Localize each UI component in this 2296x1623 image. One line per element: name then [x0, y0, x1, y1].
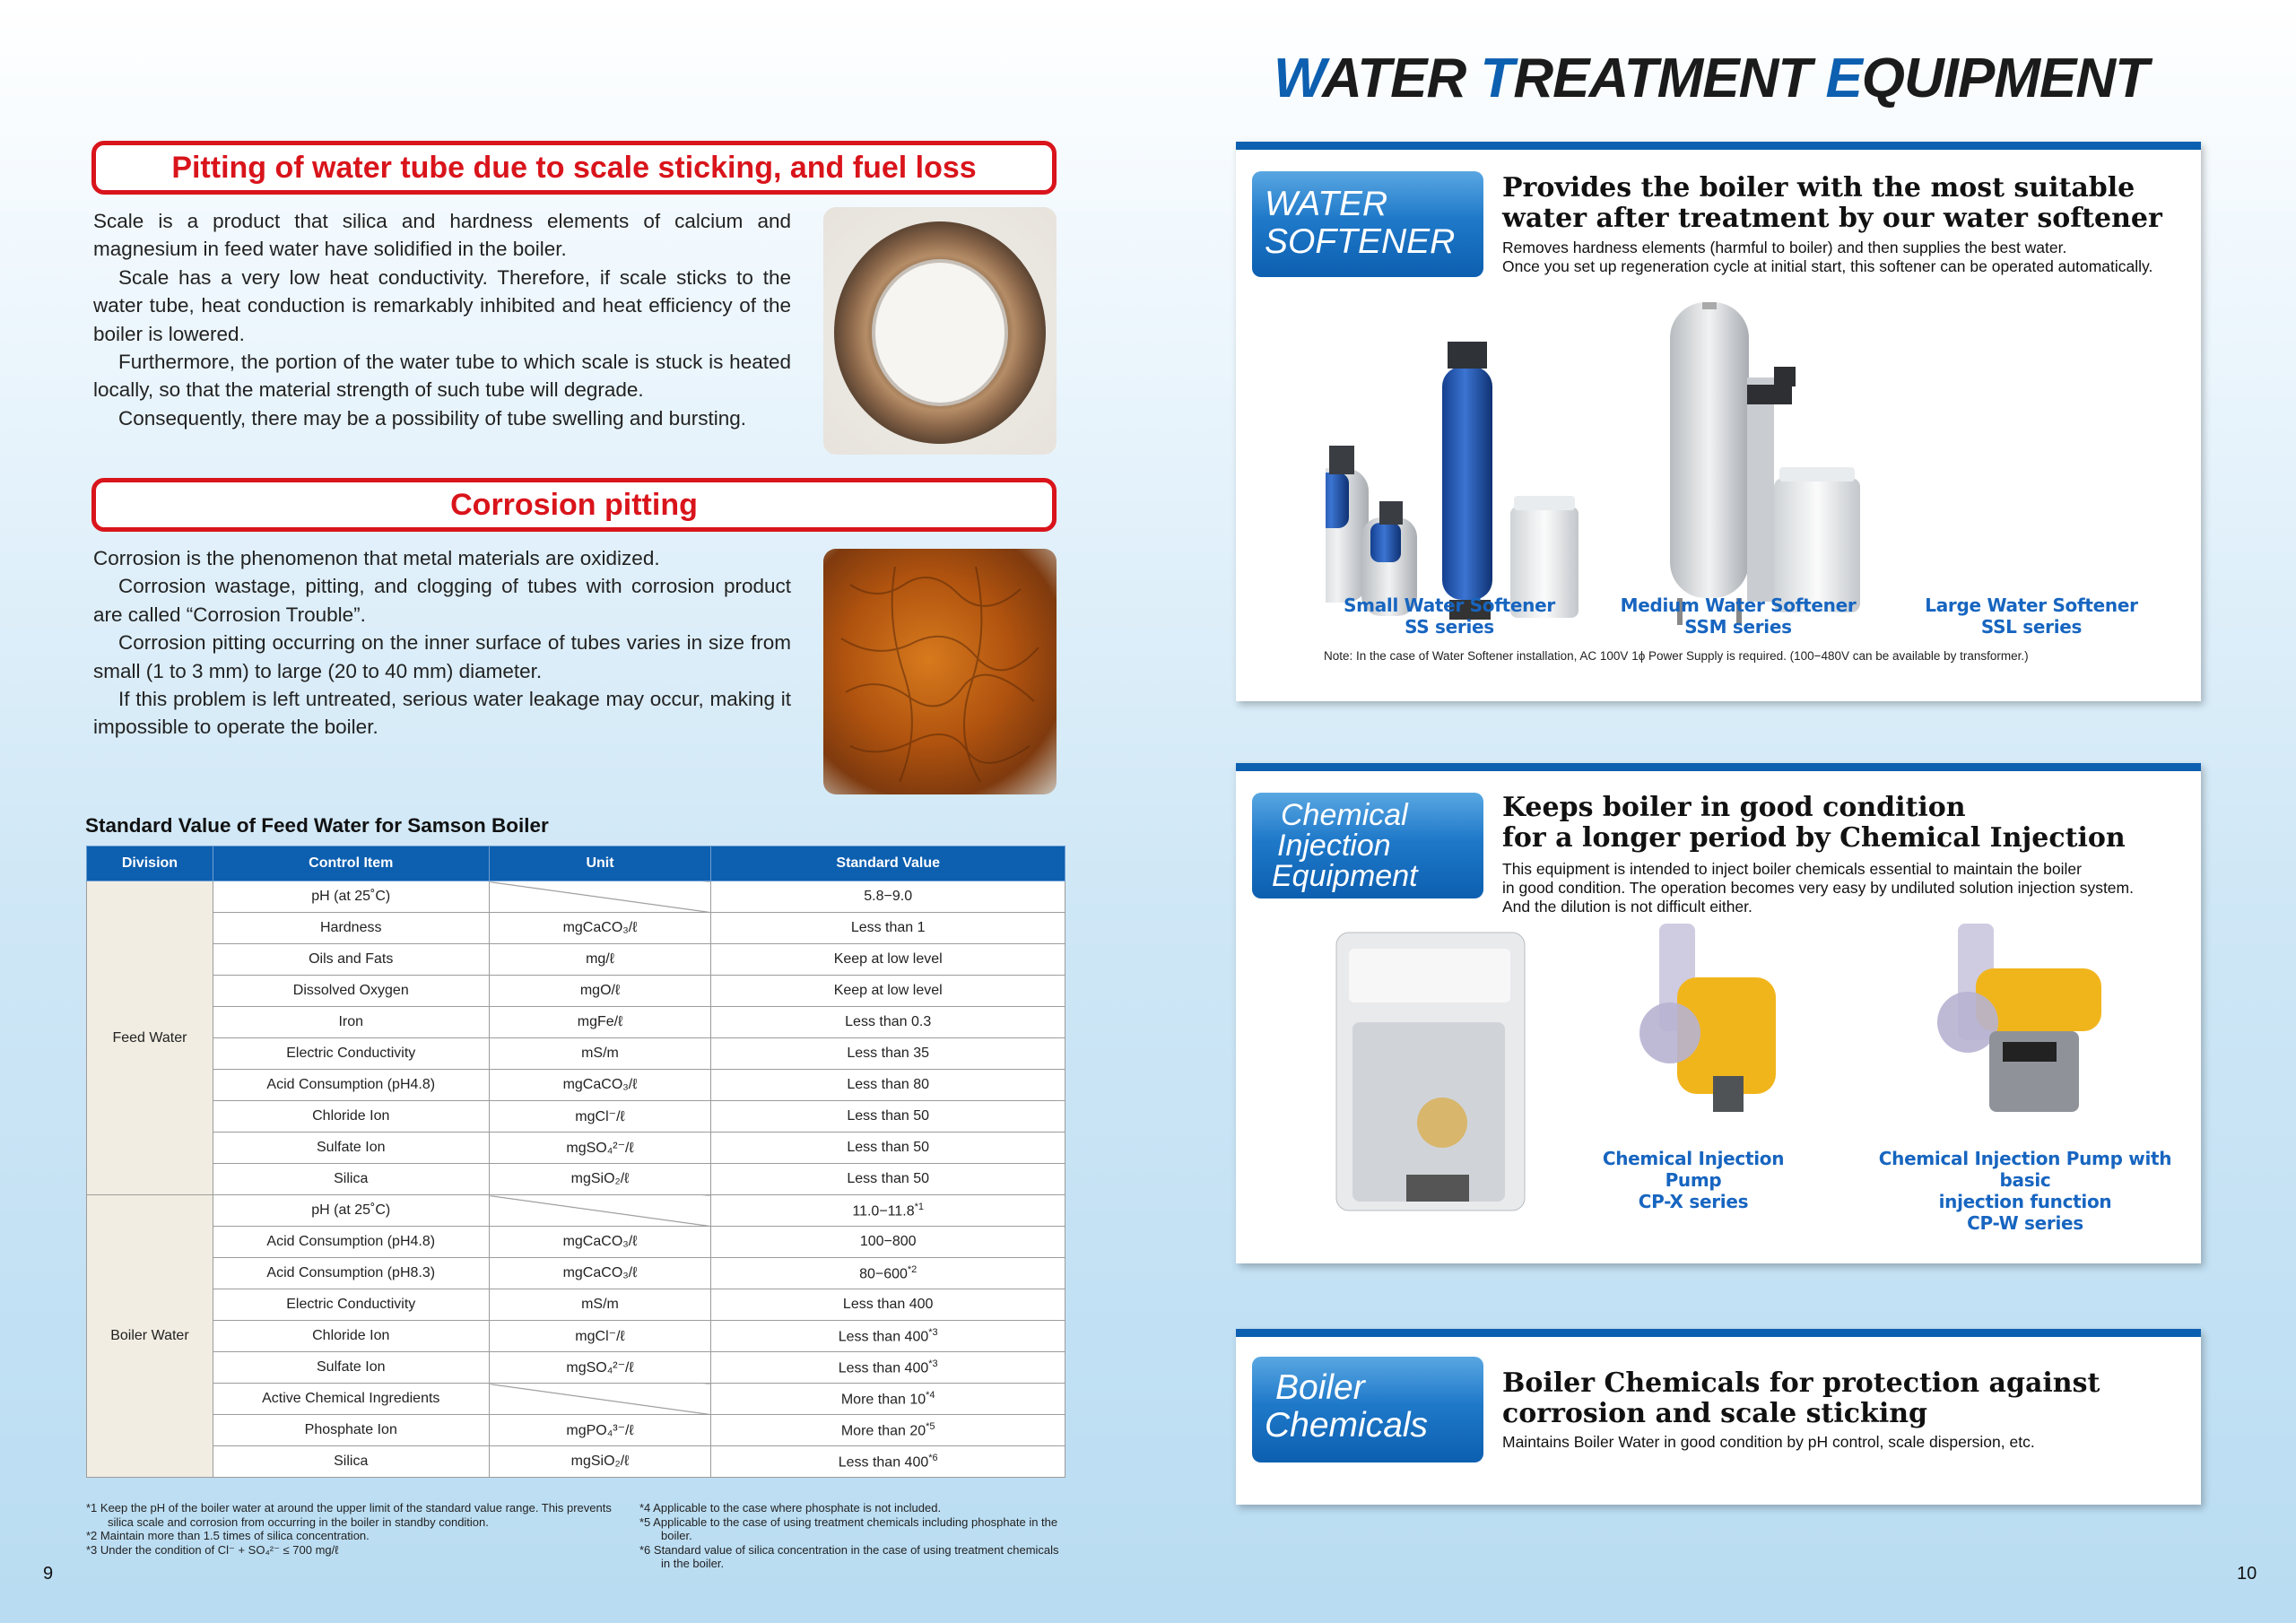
column-header: Unit: [489, 846, 711, 881]
table-row: [87, 1070, 1065, 1101]
unit-cell: mgSO₄²⁻/ℓ: [489, 1352, 711, 1384]
value-text: Less than 50: [847, 1108, 929, 1124]
caption-large-softener: [1888, 595, 2175, 638]
table-row: [87, 1384, 1065, 1415]
heading-line: for a longer period by Chemical Injection: [1502, 822, 2126, 854]
section-heading-scale: [91, 141, 1057, 195]
text-line: And the dilution is not difficult either.: [1502, 898, 1752, 916]
small-softener-illustration: [1326, 376, 1417, 616]
paragraph: Scale is a product that silica and hardness elements of calcium and magnesium in feed water have solidified in the boiler.: [93, 210, 791, 261]
paragraph: Corrosion pitting occurring on the inner surface of tubes varies in size from small (1 to 3 mm) to large (20 to 40 mm) diameter.: [93, 631, 791, 682]
title-part: REATMENT: [1513, 48, 1826, 109]
table-row: [87, 1258, 1065, 1289]
cp-w-pump-illustration: [1937, 924, 2101, 1112]
value-text: Less than 35: [847, 1046, 929, 1061]
medium-softener-illustration: [1442, 342, 1578, 620]
product-name: Small Water Softener: [1344, 595, 1555, 616]
table-body: [87, 881, 1065, 1478]
table-row: [87, 1101, 1065, 1133]
standard-value-cell: [711, 1007, 1065, 1038]
unit-cell: mgCaCO₃/ℓ: [489, 1070, 711, 1101]
title-part: W: [1274, 48, 1323, 109]
page-title-text: [1274, 48, 2148, 109]
footnote: *6 Standard value of silica concentration in the case of using treatment chemicals in the boiler.: [639, 1542, 1059, 1570]
table-row: [87, 976, 1065, 1007]
standard-value-cell: [711, 1352, 1065, 1384]
control-item-cell: Oils and Fats: [213, 944, 489, 976]
heading-line: water after treatment by our water softener: [1502, 203, 2162, 234]
control-item-cell: pH (at 25˚C): [213, 1195, 489, 1227]
cp-x-pump-illustration: [1639, 924, 1776, 1112]
product-series: CP-X series: [1638, 1191, 1749, 1212]
product-series: SSM series: [1684, 616, 1792, 638]
value-text: 80−600: [859, 1266, 908, 1282]
value-text: Less than 400: [838, 1454, 929, 1471]
value-text: Keep at low level: [833, 951, 943, 967]
table-row: [87, 1038, 1065, 1070]
unit-cell: mg/ℓ: [489, 944, 711, 976]
large-softener-illustration: [1670, 302, 1860, 625]
table-title: Standard Value of Feed Water for Samson Boiler: [85, 814, 549, 837]
table-row: [87, 1195, 1065, 1227]
column-header: Standard Value: [711, 846, 1065, 881]
control-item-cell: Sulfate Ion: [213, 1352, 489, 1384]
paragraph: If this problem is left untreated, serious water leakage may occur, making it impossible to operate the boiler.: [93, 688, 791, 739]
heading-line: corrosion and scale sticking: [1502, 1398, 1928, 1429]
division-cell: Boiler Water: [87, 1195, 213, 1478]
value-text: Less than 50: [847, 1140, 929, 1155]
boiler-chemicals-card: [1236, 1329, 2201, 1505]
scale-text: [93, 207, 791, 432]
standard-value-cell: [711, 1133, 1065, 1164]
footnote: *3 Under the condition of Cl⁻ + SO₄²⁻ ≤ 700 mg/ℓ: [86, 1542, 339, 1557]
standard-value-cell: [711, 976, 1065, 1007]
value-text: More than 20: [840, 1423, 926, 1439]
control-item-cell: Acid Consumption (pH4.8): [213, 1227, 489, 1258]
control-item-cell: Acid Consumption (pH8.3): [213, 1258, 489, 1289]
section-heading-corrosion: [91, 478, 1057, 532]
badge-line: SOFTENER: [1265, 222, 1456, 261]
corrosion-texture: [823, 549, 1057, 794]
chemical-heading: [1502, 793, 2126, 854]
chemical-description: [1502, 860, 2134, 916]
table-row: [87, 1289, 1065, 1321]
standard-value-cell: [711, 1258, 1065, 1289]
unit-cell: [489, 1195, 711, 1227]
footnote: *2 Maintain more than 1.5 times of silica concentration.: [86, 1529, 370, 1542]
footnote-marker: *3: [928, 1326, 938, 1338]
unit-cell: mgFe/ℓ: [489, 1007, 711, 1038]
table-row: [87, 1352, 1065, 1384]
value-text: Less than 80: [847, 1077, 929, 1092]
value-text: 5.8−9.0: [864, 889, 913, 904]
text-line: This equipment is intended to inject boiler chemicals essential to maintain the boiler: [1502, 860, 2082, 878]
control-item-cell: Silica: [213, 1164, 489, 1195]
unit-cell: [489, 1384, 711, 1415]
title-part: E: [1825, 48, 1862, 109]
softener-heading: [1502, 173, 2162, 234]
corrosion-text: [93, 544, 791, 742]
boiler-chemicals-badge: [1252, 1357, 1483, 1462]
footnote-marker: *2: [907, 1263, 918, 1275]
table-row: [87, 1133, 1065, 1164]
unit-cell: mgCaCO₃/ℓ: [489, 1258, 711, 1289]
standard-value-cell: [711, 1195, 1065, 1227]
corrosion-photo: [823, 549, 1057, 794]
standard-value-cell: [711, 1038, 1065, 1070]
water-softener-card: [1236, 142, 2201, 701]
value-text: Less than 400: [838, 1360, 929, 1376]
value-text: 100−800: [859, 1234, 917, 1249]
standard-value-cell: [711, 1384, 1065, 1415]
chemical-tank-illustration: [1336, 933, 1525, 1211]
column-header: Division: [87, 846, 213, 881]
standard-value-cell: [711, 944, 1065, 976]
control-item-cell: Dissolved Oxygen: [213, 976, 489, 1007]
table-row: [87, 913, 1065, 944]
unit-cell: mgSO₄²⁻/ℓ: [489, 1133, 711, 1164]
softener-products-image: [1326, 302, 2160, 751]
footnote: *4 Applicable to the case where phosphate is not included.: [639, 1501, 942, 1515]
value-text: Less than 50: [847, 1171, 929, 1186]
control-item-cell: Acid Consumption (pH4.8): [213, 1070, 489, 1101]
table-row: [87, 944, 1065, 976]
division-cell: Feed Water: [87, 881, 213, 1195]
control-item-cell: Chloride Ion: [213, 1101, 489, 1133]
footnote-marker: *1: [914, 1201, 925, 1212]
control-item-cell: pH (at 25˚C): [213, 881, 489, 913]
table-row: [87, 1321, 1065, 1352]
title-part: QUIPMENT: [1861, 48, 2149, 109]
text-line: Removes hardness elements (harmful to boiler) and then supplies the best water.: [1502, 239, 2067, 256]
standard-value-cell: [711, 913, 1065, 944]
paragraph: Corrosion is the phenomenon that metal materials are oxidized.: [93, 547, 660, 569]
scaled-tube-photo: [823, 207, 1057, 455]
paragraph: Scale has a very low heat conductivity. Therefore, if scale sticks to the water tube, heat conduction is remarkably inhibited and heat efficiency of the boiler is lowered.: [93, 265, 791, 345]
control-item-cell: Sulfate Ion: [213, 1133, 489, 1164]
table-header-row: [87, 846, 1065, 881]
value-text: 11.0−11.8: [852, 1203, 915, 1219]
unit-cell: mgSiO₂/ℓ: [489, 1164, 711, 1195]
value-text: Less than 400: [842, 1297, 934, 1312]
control-item-cell: Active Chemical Ingredients: [213, 1384, 489, 1415]
product-name: Medium Water Softener: [1620, 595, 1857, 616]
text-line: in good condition. The operation becomes very easy by undiluted solution injection system.: [1502, 879, 2134, 897]
caption-cp-x: [1590, 1148, 1796, 1212]
standard-value-cell: [711, 1164, 1065, 1195]
standard-value-cell: [711, 1446, 1065, 1478]
badge-line: Boiler: [1275, 1368, 1365, 1407]
control-item-cell: Hardness: [213, 913, 489, 944]
boiler-chemicals-heading: [1502, 1368, 2100, 1429]
value-text: Less than 400: [838, 1329, 929, 1345]
table-notes-left: [86, 1501, 633, 1557]
product-name: Chemical Injection Pump: [1602, 1148, 1785, 1191]
power-supply-note: Note: In the case of Water Softener installation, AC 100V 1ϕ Power Supply is required. (100−480V can be available by transformer.): [1324, 649, 2029, 663]
footnote-marker: *3: [928, 1358, 938, 1369]
page-title: [1274, 47, 2148, 110]
control-item-cell: Iron: [213, 1007, 489, 1038]
caption-cp-w: [1873, 1148, 2178, 1234]
product-series: SSL series: [1980, 616, 2083, 638]
unit-cell: mgCl⁻/ℓ: [489, 1321, 711, 1352]
water-softener-badge: [1252, 171, 1483, 277]
unit-cell: mgSiO₂/ℓ: [489, 1446, 711, 1478]
standard-value-cell: [711, 1321, 1065, 1352]
caption-medium-softener: [1595, 595, 1882, 638]
softener-description: [1502, 239, 2152, 276]
badge-line: Injection: [1277, 829, 1391, 863]
control-item-cell: Silica: [213, 1446, 489, 1478]
control-item-cell: Electric Conductivity: [213, 1038, 489, 1070]
column-header: Control Item: [213, 846, 489, 881]
control-item-cell: Electric Conductivity: [213, 1289, 489, 1321]
boiler-chemicals-description: [1502, 1433, 2035, 1452]
standard-value-cell: [711, 1070, 1065, 1101]
footnote: *5 Applicable to the case of using treatment chemicals including phosphate in the boiler.: [639, 1515, 1058, 1542]
product-series: SS series: [1405, 616, 1494, 638]
table-notes-right: [639, 1501, 1065, 1571]
section-heading-text: Pitting of water tube due to scale sticking, and fuel loss: [171, 150, 977, 185]
standard-value-cell: [711, 881, 1065, 913]
product-name: Chemical Injection Pump with basic: [1878, 1148, 2172, 1191]
title-part: T: [1480, 48, 1514, 109]
table-row: [87, 1227, 1065, 1258]
badge-line: Chemicals: [1265, 1406, 1429, 1445]
paragraph: Furthermore, the portion of the water tube to which scale is stuck is heated locally, so that the material strength of such tube will degrade.: [93, 351, 791, 402]
value-text: Keep at low level: [833, 983, 943, 998]
unit-cell: mS/m: [489, 1289, 711, 1321]
title-part: ATER: [1322, 48, 1481, 109]
page-number-left: 9: [43, 1564, 54, 1584]
chemical-injection-card: [1236, 763, 2201, 1263]
badge-line: Equipment: [1272, 859, 1418, 893]
badge-line: Chemical: [1281, 798, 1408, 832]
unit-cell: [489, 881, 711, 913]
unit-cell: mgO/ℓ: [489, 976, 711, 1007]
standard-value-cell: [711, 1415, 1065, 1446]
unit-cell: mgCl⁻/ℓ: [489, 1101, 711, 1133]
control-item-cell: Phosphate Ion: [213, 1415, 489, 1446]
unit-cell: mgPO₄³⁻/ℓ: [489, 1415, 711, 1446]
standard-value-cell: [711, 1289, 1065, 1321]
control-item-cell: Chloride Ion: [213, 1321, 489, 1352]
footnote-marker: *6: [928, 1452, 938, 1463]
feed-water-standard-table: [86, 846, 1065, 1478]
paragraph: Consequently, there may be a possibility of tube swelling and bursting.: [118, 406, 746, 430]
standard-value-cell: [711, 1101, 1065, 1133]
product-function: injection function: [1938, 1191, 2112, 1212]
caption-small-softener: [1306, 595, 1593, 638]
paragraph: Corrosion wastage, pitting, and clogging of tubes with corrosion product are called “Corrosion Trouble”.: [93, 575, 791, 626]
table-row: [87, 1007, 1065, 1038]
text-line: Once you set up regeneration cycle at initial start, this softener can be operated automatically.: [1502, 257, 2153, 275]
footnote-marker: *5: [926, 1420, 935, 1432]
unit-cell: mS/m: [489, 1038, 711, 1070]
value-text: Less than 1: [850, 920, 926, 935]
table-row: [87, 1446, 1065, 1478]
footnote: *1 Keep the pH of the boiler water at around the upper limit of the standard value range. This prevents silica scale and corrosion from occurring in the boiler in standby condition.: [86, 1501, 612, 1529]
table-row: [87, 1415, 1065, 1446]
unit-cell: mgCaCO₃/ℓ: [489, 913, 711, 944]
value-text: More than 10: [840, 1392, 926, 1408]
badge-line: WATER: [1265, 185, 1388, 223]
table-row: [87, 1164, 1065, 1195]
chemical-injection-badge: [1252, 793, 1483, 898]
page-number-right: 10: [2237, 1564, 2257, 1584]
product-series: CP-W series: [1967, 1212, 2083, 1234]
section-heading-text: Corrosion pitting: [450, 487, 698, 522]
text-line: Maintains Boiler Water in good condition by pH control, scale dispersion, etc.: [1502, 1433, 2035, 1451]
heading-line: Provides the boiler with the most suitable: [1502, 172, 2135, 204]
value-text: Less than 0.3: [845, 1014, 932, 1029]
heading-line: Boiler Chemicals for protection against: [1502, 1367, 2100, 1399]
footnote-marker: *4: [926, 1389, 935, 1401]
product-name: Large Water Softener: [1925, 595, 2138, 616]
table-row: [87, 881, 1065, 913]
unit-cell: mgCaCO₃/ℓ: [489, 1227, 711, 1258]
standard-value-cell: [711, 1227, 1065, 1258]
heading-line: Keeps boiler in good condition: [1502, 792, 1966, 823]
scaled-tube-image: [823, 207, 1057, 455]
